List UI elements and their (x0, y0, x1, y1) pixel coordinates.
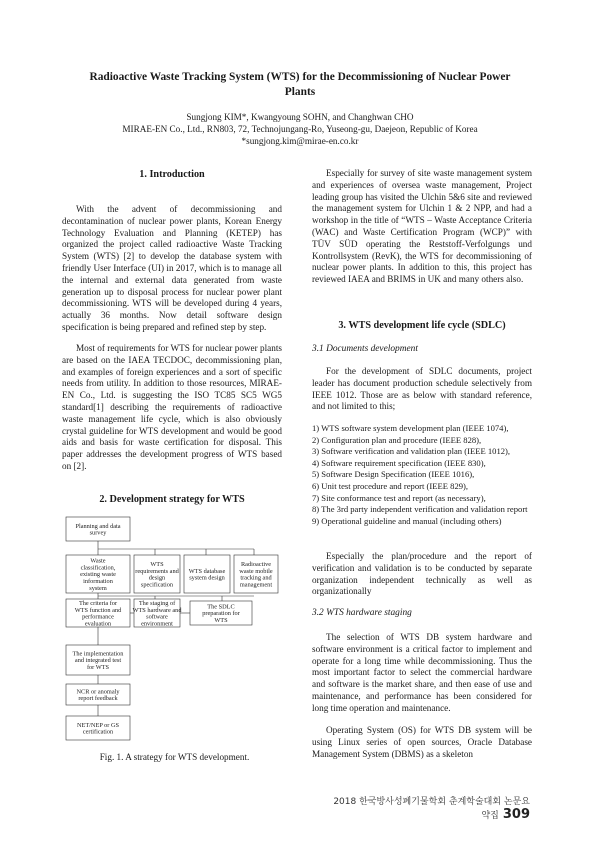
label-implementation: The implementation (72, 650, 124, 658)
label-waste-classification: information (83, 578, 113, 585)
title-line-2: Plants (284, 86, 316, 98)
subsection-3-2-title: 3.2 WTS hardware staging (312, 608, 412, 618)
documents-list (312, 423, 534, 527)
title-line-1: Radioactive Waste Tracking System (WTS) for the Decommissioning of Nuclear Power (89, 71, 511, 83)
list-item: 6) Unit test procedure and report (IEEE 829), (312, 480, 469, 491)
label-ncr: NCR or anomaly (76, 688, 120, 696)
section-2-title: 2. Development strategy for WTS (99, 494, 245, 505)
label-ncr: report feedback (78, 695, 118, 703)
documents-paragraph-2: Especially the plan/procedure and the report of verification and validation is to be conducted by separate organization independent technically as well as organizationally (312, 551, 532, 597)
label-sdlc: The SDLC (207, 603, 235, 611)
intro-paragraph-2: Most of requirements for WTS for nuclear power plants are based on the IAEA TECDOC, decommissioning plan, and examples of foreign experiences and a sort of specific needs from utility. In addition to those resources, MIRAE-EN Co., Ltd. is suggesting the ISO TC85 SC5 WG5 standard[1] describing the requirements of radioactive waste management life cycle, which is also obviously crystal guideline for WTS development and would be good aids and basis for waste certification for disposal. This paper addresses the development progress of WTS based on [2]. (62, 343, 282, 471)
label-waste-classification: system (89, 584, 107, 592)
list-item: 8) The 3rd party independent verification and validation report (312, 504, 528, 515)
label-mobile-tracking: Radioactive (240, 561, 272, 568)
hardware-paragraph-2: Operating System (OS) for WTS DB system will be using Linux series of open sources, Oracle Database Management System (DBMS) as a skeleton (312, 725, 532, 759)
label-waste-classification: Waste (90, 557, 106, 565)
list-item: 4) Software requirement specification (IEEE 830), (312, 457, 486, 468)
label-wts-requirements: design (148, 574, 166, 582)
section-1-title: 1. Introduction (139, 169, 205, 180)
label-staging: The staging of (138, 600, 176, 607)
list-item: 3) Software verification and validation plan (IEEE 1012), (312, 446, 511, 457)
corresponding-email: *sungjong.kim@mirae-en.co.kr (241, 136, 359, 146)
label-staging: environment (141, 620, 173, 628)
strategy-flowchart (62, 515, 287, 750)
proceedings-title: 2018 한국방사성폐기물학회 춘계학술대회 논문요약집 (333, 797, 530, 821)
label-evaluation-criteria: WTS function and (74, 606, 122, 614)
label-database-design: WTS database (188, 567, 226, 575)
list-item: 1) WTS software system development plan (IEEE 1074), (312, 423, 509, 433)
label-wts-requirements: WTS (150, 561, 164, 568)
subsection-3-1-title: 3.1 Documents development (312, 344, 418, 354)
authors: Sungjong KIM*, Kwangyoung SOHN, and Changhwan CHO (186, 112, 414, 122)
label-planning: Planning and data (75, 522, 121, 530)
label-mobile-tracking: management (239, 581, 273, 589)
label-sdlc: preparation for (202, 610, 240, 618)
label-planning: survey (89, 529, 107, 537)
hardware-paragraph-1: The selection of WTS DB system hardware and software environment is a critical factor to implement and operate for a long time while decommissioning. Thus the most important factor to select the commercial hardware and software is the market share, and then ease of use and maintenance, and performance has been considered for long time operation and maintenance. (312, 632, 532, 713)
flowchart-svg (62, 515, 287, 750)
figure-caption: Fig. 1. A strategy for WTS development. (99, 752, 250, 762)
label-waste-classification: existing waste (80, 571, 116, 579)
list-item: 5) Software Design Specification (IEEE 1016), (312, 469, 475, 480)
label-implementation: and integrated test (74, 657, 122, 665)
right-paragraph-1: Especially for survey of site waste management system and experiences of oversea waste management, Project leading group has visited the Ulchin 5&6 site and reviewed the management system for Ulchin 1 & 2 NPP, and had a workshop in the title of “WTS – Waste Acceptance Criteria (WAC) and Waste Certification Program (WCP)” with TÜV SÜD operating the Reststoff-Verfolgungs und Kontrollsystem (RevK), the WTS for decommissioning of nuclear power plants. In addition to this, this project has reviewed IAEA and BRIMS in UK and many others also. (312, 168, 532, 285)
list-item: 2) Configuration plan and procedure (IEEE 828), (312, 434, 482, 445)
label-certification: NET/NEP or GS (76, 721, 120, 729)
paper-title (60, 70, 540, 100)
page-number: 309 (502, 807, 530, 822)
label-staging: WTS hardware and (132, 606, 182, 614)
label-database-design: system design (189, 574, 225, 582)
label-evaluation-criteria: The criteria for (78, 600, 118, 607)
label-staging: software (146, 613, 168, 621)
affiliation: MIRAE-EN Co., Ltd., RN803, 72, Technojungang-Ro, Yuseong-gu, Daejeon, Republic of Korea (122, 124, 478, 134)
label-wts-requirements: specification (140, 581, 174, 589)
label-mobile-tracking: tracking and (240, 574, 272, 582)
list-item: 7) Site conformance test and report (as necessary), (312, 492, 486, 503)
documents-paragraph-1: For the development of SDLC documents, project leader has document production schedule selectively from IEEE 1012. Those are as below with standard reference, and not limited to this; (312, 366, 532, 412)
label-mobile-tracking: waste mobile (239, 567, 273, 575)
list-item: 9) Operational guideline and manual (including others) (312, 515, 502, 526)
label-sdlc: WTS (214, 617, 228, 624)
section-3-title: 3. WTS development life cycle (SDLC) (338, 320, 506, 331)
label-evaluation-criteria: performance (82, 613, 114, 621)
page-footer (330, 794, 530, 822)
label-wts-requirements: requirements and (135, 567, 179, 575)
label-certification: certification (82, 728, 114, 736)
label-evaluation-criteria: evaluation (84, 620, 112, 628)
label-implementation: for WTS (86, 664, 110, 671)
intro-paragraph-1: With the advent of decommissioning and decontamination of nuclear power plants, Korean Energy Technology Evaluation and Planning (KETEP) has organized the project called radioactive Waste Tracking System (WTS) [2] to develop the database system with friendly User Interface (UI) in 2017, which is to manage all the internal and external data generated from waste generation up to disposal process for nuclear power plant decommissioning. WTS will be developed during 4 years, actually 36 months. Now detail software design specification is being prepared and refined step by step. (62, 204, 282, 332)
label-waste-classification: classification, (80, 564, 116, 572)
